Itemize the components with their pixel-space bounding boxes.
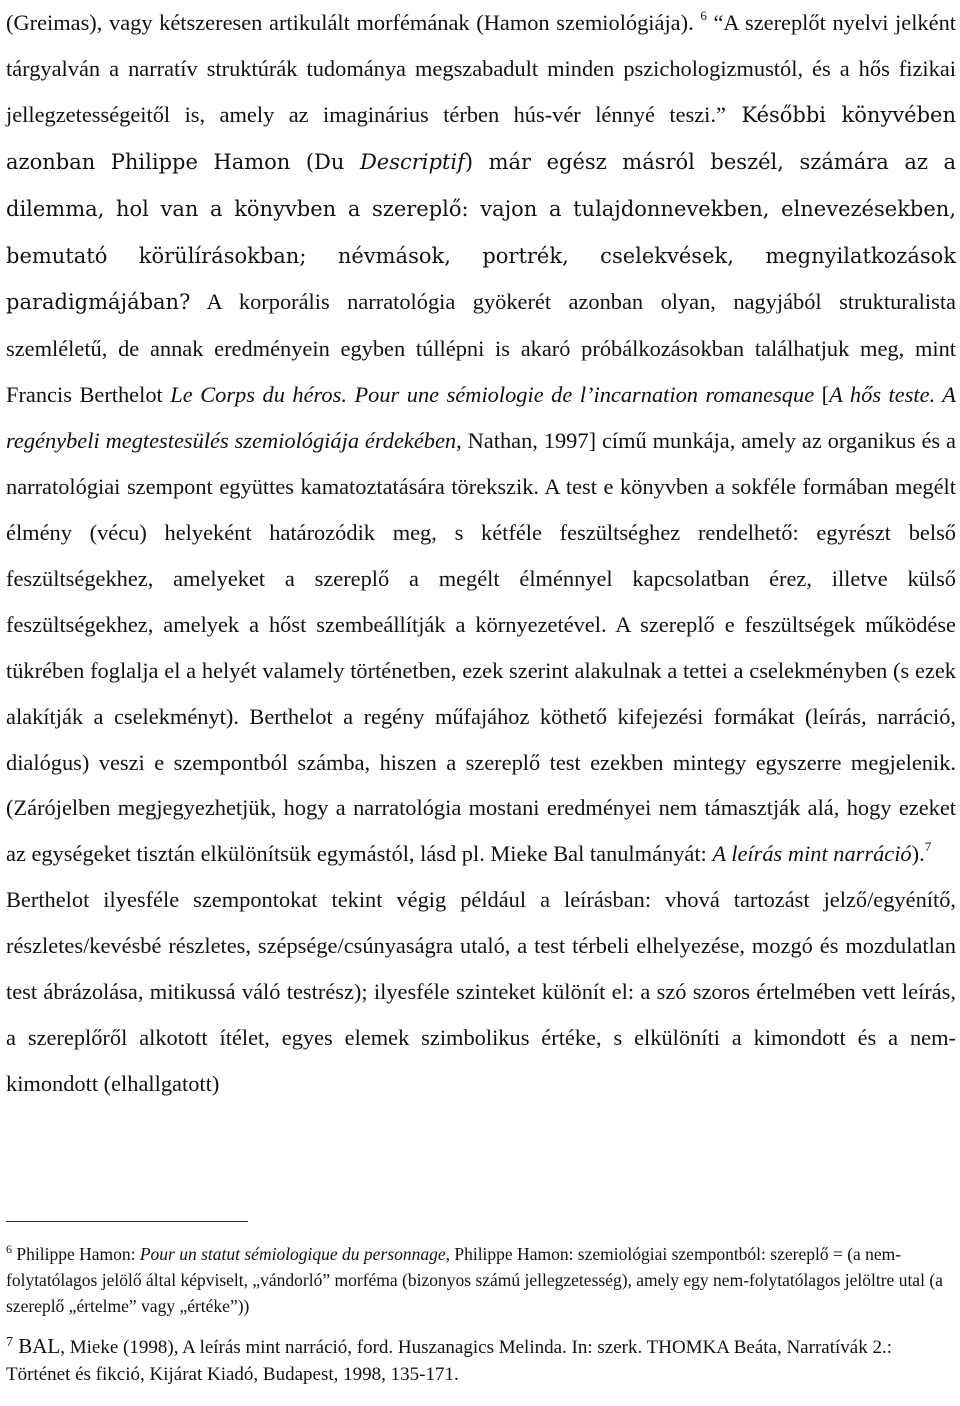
paragraph-1 (6, 0, 956, 877)
italic-title: Descriptif (359, 149, 465, 174)
text-run-sans: Későbbi könyvében azonban Philippe Hamon (Du (6, 102, 956, 174)
italic-title: Le Corps du héros. Pour une sémiologie de l’incarnation romanesque (170, 382, 815, 408)
footnote-number: 7 (6, 1335, 13, 1350)
footnote-text: , Mieke (1998), A leírás mint narráció, ford. Huszanagics Melinda. In: szerk. THOMKA Beáta, Narratívák 2.: Történet és fikció, Kijárat Kiadó, Budapest, 1998, 135-171. (6, 1337, 892, 1385)
footnote-text: Philippe Hamon: (12, 1244, 140, 1264)
document-page (6, 0, 956, 1385)
footnote-ref-7[interactable]: 7 (924, 839, 932, 855)
footnote-6 (6, 1241, 956, 1319)
text-run-sans: ) már egész másról beszél, számára az a dilemma, hol van a könyvben a szereplő: vajon a tulajdonnevekben, elnevezésekben, bemutató körülírásokban; névmások, portrék, cselekvések, megnyilatkozások paradigmájában? (6, 149, 956, 315)
footnote-separator (6, 1221, 248, 1222)
italic-title: A leírás mint narráció (712, 841, 912, 867)
text-run: , Nathan, 1997] című munkája, amely az organikus és a narratológiai szempont együttes kamatoztatására törekszik. A test e könyvben a sokféle formában megélt élmény (vécu) helyeként határozódik meg, s kétféle feszültséghez rendelhető: egyrészt belső feszültségekhez, amelyeket a szereplő a megélt élménnyel kapcsolatban érez, illetve külső feszültségekhez, amelyek a hőst szembeállítják a környezetével. A szereplő e feszültségek működése tükrében foglalja el a helyét valamely történetben, ezek szerint alakulnak a tettei a cselekményben (s ezek alakítják a cselekményt). Berthelot a regény műfajához köthető kifejezési formákat (leírás, narráció, dialógus) veszi e szempontból számba, hiszen a szereplő test ezekben mintegy egyszerre megjelenik. (Zárójelben megjegyezhetjük, hogy a narratológia mostani eredményei nem támasztják alá, hogy ezeket az egységeket tisztán elkülönítsük egymástól, lásd pl. Mieke Bal tanulmányát: (6, 428, 956, 867)
footnotes (6, 1241, 956, 1402)
paragraph-2: Berthelot ilyesféle szempontokat tekint végig például a leírásban: vhová tartozást jelző/egyénítő, részletes/kevésbé részletes, szépsége/csúnyaságra utaló, a test térbeli elhelyezése, mozgó és mozdulatlan test ábrázolása, mitikussá váló testrész); ilyesféle szinteket különít el: a szó szoros értelmében vett leírás, a szereplőről alkotott ítélet, egyes elemek szimbolikus értéke, s elkülöníti a kimondott és a nem-kimondott (elhallgatott) (6, 887, 956, 1096)
text-run: A korporális narratológia gyökerét azonban olyan, nagyjából strukturalista szemléletű, de annak eredményein egyben túllépni is akaró próbálkozásokban találhatjuk meg, mint Francis Berthelot (6, 289, 956, 408)
body-text (6, 0, 956, 1107)
text-run: ). (911, 841, 925, 867)
quote-text: “A szereplőt nyelvi jelként tárgyalván a narratív struktúrák tudománya megszabadult minden pszichologizmustól, és a hős fizikai jellegzetességeitől is, amely az imaginárius térben hús-vér lénnyé teszi.” (6, 10, 956, 127)
italic-title: A hős teste. A regénybeli megtestesülés szemiológiája érdekében (6, 382, 956, 454)
footnote-italic: Pour un statut sémiologique du personnage (139, 1244, 446, 1264)
footnote-7 (6, 1333, 956, 1388)
footnote-author: BAL (13, 1334, 61, 1358)
text-run: [ (814, 382, 830, 408)
footnote-ref-6[interactable]: 6 (700, 8, 707, 23)
footnote-number: 6 (6, 1242, 12, 1256)
footnote-text: , Philippe Hamon: szemiológiai szempontból: szereplő = (a nem-folytatólagos jelölő által képviselt, „vándorló” morféma (bizonyos számú jellegzetesség), amely egy nem-folytatólagos jelöltre utal (a szereplő „értelme” vagy „értéke”)) (6, 1244, 943, 1316)
text-run: (Greimas), vagy kétszeresen artikulált morfémának (Hamon szemiológiája). (6, 10, 701, 35)
